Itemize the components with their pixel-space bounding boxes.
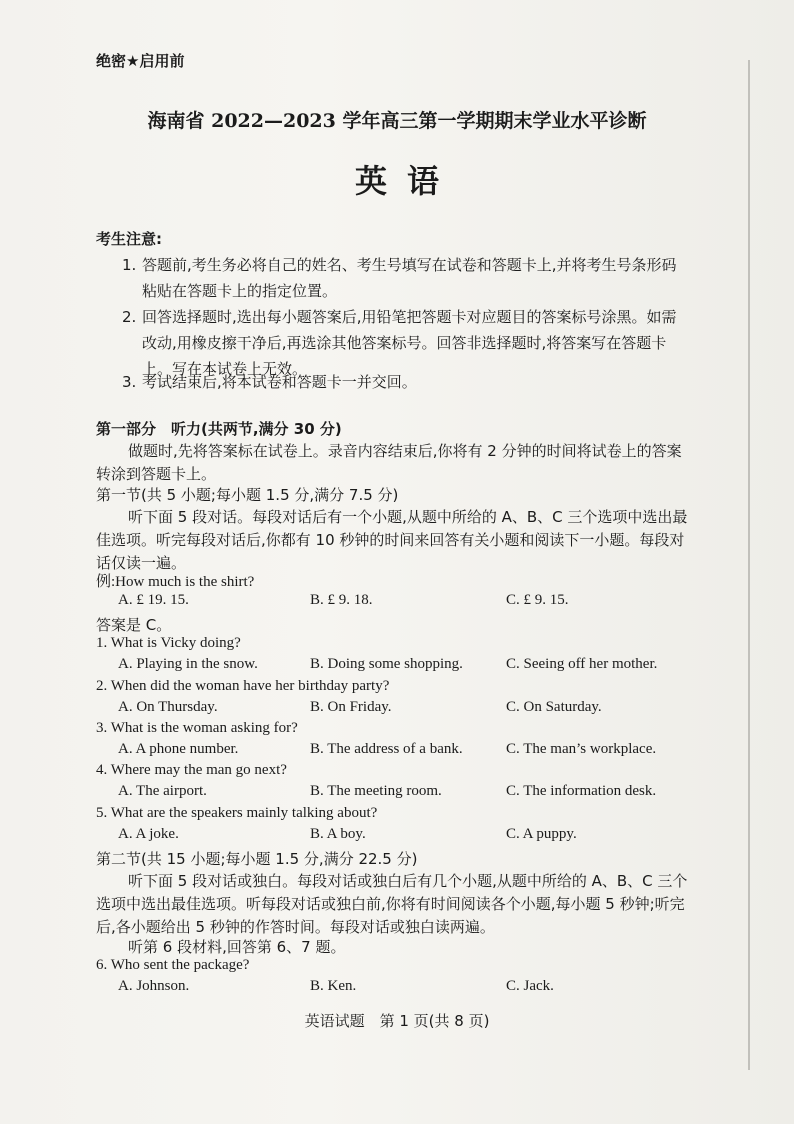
notice-item-text: 回答选择题时,选出每小题答案后,用铅笔把答题卡对应题目的答案标号涂黑。如需改动,用橡皮擦干净后,再选涂其他答案标号。回答非选择题时,将答案写在答题卡上。写在本试卷上无效。 (142, 308, 677, 378)
notice-item-text: 考试结束后,将本试卷和答题卡一并交回。 (142, 373, 417, 391)
q2-option-b: B. On Friday. (310, 699, 392, 715)
part1-intro: 做题时,先将答案标在试卷上。录音内容结束后,你将有 2 分钟的时间将试卷上的答案转涂到答题卡上。 (96, 442, 682, 483)
example-answer: 答案是 C。 (96, 616, 172, 634)
q3-option-c: C. The man’s workplace. (506, 741, 657, 757)
q4-option-a: A. The airport. (118, 783, 207, 799)
question-1: 1. What is Vicky doing? (96, 635, 241, 651)
example-option-a: A. £ 19. 15. (118, 592, 189, 608)
question-6: 6. Who sent the package? (96, 957, 250, 973)
q3-option-a: A. A phone number. (118, 741, 239, 757)
question-2: 2. When did the woman have her birthday party? (96, 678, 390, 694)
q6-option-b: B. Ken. (310, 978, 357, 994)
question-4: 4. Where may the man go next? (96, 762, 287, 778)
q2-option-c: C. On Saturday. (506, 699, 602, 715)
q4-option-c: C. The information desk. (506, 783, 657, 799)
part1-title: 第一部分 听力(共两节,满分 30 分) (96, 420, 342, 438)
section1-instructions: 听下面 5 段对话。每段对话后有一个小题,从题中所给的 A、B、C 三个选项中选出最佳选项。听完每段对话后,你都有 10 秒钟的时间来回答有关小题和阅读下一小题。每段对话仅读一遍。 (96, 508, 688, 572)
section2-material-note: 听第 6 段材料,回答第 6、7 题。 (128, 938, 346, 956)
notice-item-number: 1. (122, 256, 137, 274)
section2-instructions: 听下面 5 段对话或独白。每段对话或独白后有几个小题,从题中所给的 A、B、C 三个选项中选出最佳选项。听每段对话或独白前,你将有时间阅读各个小题,每小题 5 秒钟;听完后,各小题给出 5 秒钟的作答时间。每段对话或独白读两遍。 (96, 872, 688, 936)
q3-option-b: B. The address of a bank. (310, 741, 463, 757)
q6-option-c: C. Jack. (506, 978, 554, 994)
notice-item-1 (124, 252, 684, 304)
q6-option-a: A. Johnson. (118, 978, 190, 994)
page-fold-shadow (748, 60, 750, 1070)
confidential-mark: 绝密★启用前 (96, 52, 185, 70)
example-option-b: B. £ 9. 18. (310, 592, 373, 608)
q1-option-a: A. Playing in the snow. (118, 656, 258, 672)
notice-item-3 (124, 369, 684, 395)
question-3: 3. What is the woman asking for? (96, 720, 298, 736)
q1-option-b: B. Doing some shopping. (310, 656, 463, 672)
section1-title: 第一节(共 5 小题;每小题 1.5 分,满分 7.5 分) (96, 486, 399, 504)
notice-item-text: 答题前,考生务必将自己的姓名、考生号填写在试卷和答题卡上,并将考生号条形码粘贴在答题卡上的指定位置。 (142, 256, 677, 300)
q5-option-c: C. A puppy. (506, 826, 577, 842)
question-5: 5. What are the speakers mainly talking about? (96, 805, 378, 821)
page-footer: 英语试题 第 1 页(共 8 页) (304, 1012, 490, 1030)
q2-option-a: A. On Thursday. (118, 699, 218, 715)
notice-item-number: 3. (122, 373, 137, 391)
example-question: 例:How much is the shirt? (96, 574, 255, 590)
subject-title: 英语 (354, 162, 459, 200)
q5-option-a: A. A joke. (118, 826, 179, 842)
q5-option-b: B. A boy. (310, 826, 366, 842)
exam-title: 海南省 2022—2023 学年高三第一学期期末学业水平诊断 (147, 110, 647, 132)
notice-item-number: 2. (122, 308, 137, 326)
example-option-c: C. £ 9. 15. (506, 592, 569, 608)
q1-option-c: C. Seeing off her mother. (506, 656, 658, 672)
section2-title: 第二节(共 15 小题;每小题 1.5 分,满分 22.5 分) (96, 850, 418, 868)
q4-option-b: B. The meeting room. (310, 783, 442, 799)
notice-heading: 考生注意: (96, 230, 162, 248)
